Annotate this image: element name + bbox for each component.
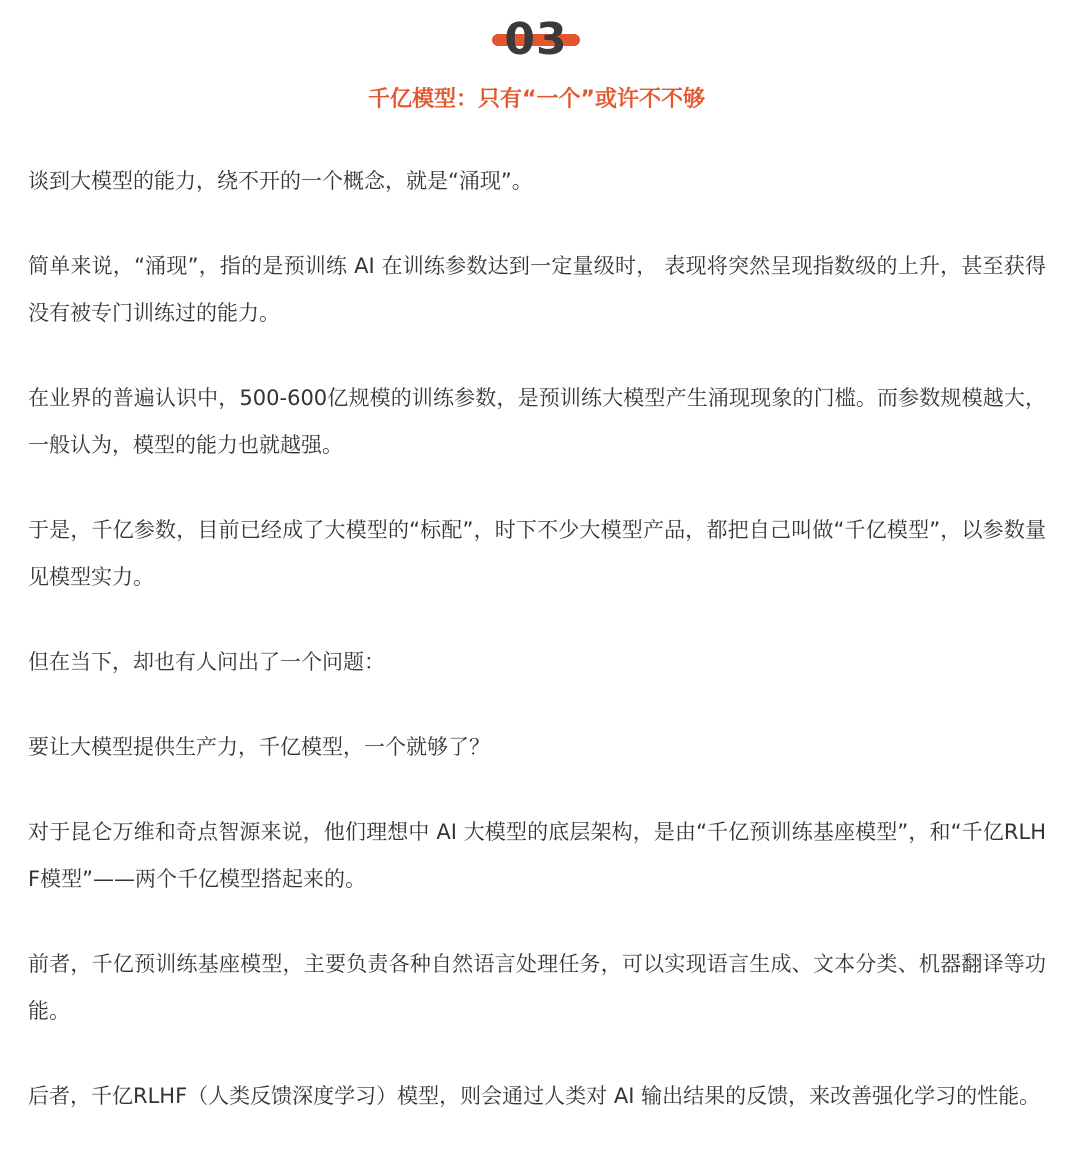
section-number-badge xyxy=(492,16,580,68)
paragraph: 在业界的普遍认识中，500-600亿规模的训练参数，是预训练大模型产生涌现现象的门槛。而参数规模越大，一般认为，模型的能力也就越强。 xyxy=(28,386,1046,457)
paragraph: 简单来说，“涌现”，指的是预训练 AI 在训练参数达到一定量级时， 表现将突然呈现指数级的上升，甚至获得没有被专门训练过的能力。 xyxy=(28,254,1046,325)
paragraph: 前者，千亿预训练基座模型，主要负责各种自然语言处理任务，可以实现语言生成、文本分类、机器翻译等功能。 xyxy=(28,952,1046,1023)
paragraph: 谈到大模型的能力，绕不开的一个概念，就是“涌现”。 xyxy=(28,169,533,193)
paragraph: 对于昆仑万维和奇点智源来说，他们理想中 AI 大模型的底层架构，是由“千亿预训练基座模型”，和“千亿RLHF模型”——两个千亿模型搭起来的。 xyxy=(28,820,1046,891)
article-body xyxy=(28,158,1046,1158)
paragraph: 于是，千亿参数，目前已经成了大模型的“标配”，时下不少大模型产品，都把自己叫做“千亿模型”，以参数量见模型实力。 xyxy=(28,518,1046,589)
paragraph: 后者，千亿RLHF（人类反馈深度学习）模型，则会通过人类对 AI 输出结果的反馈，来改善强化学习的性能。 xyxy=(28,1084,1041,1108)
section-header xyxy=(0,0,1073,130)
section-title: 千亿模型：只有“一个”或许不不够 xyxy=(368,87,705,112)
paragraph: 但在当下，却也有人问出了一个问题： xyxy=(28,650,385,674)
section-number: 03 xyxy=(504,14,568,65)
paragraph: 要让大模型提供生产力，千亿模型，一个就够了？ xyxy=(28,735,490,759)
